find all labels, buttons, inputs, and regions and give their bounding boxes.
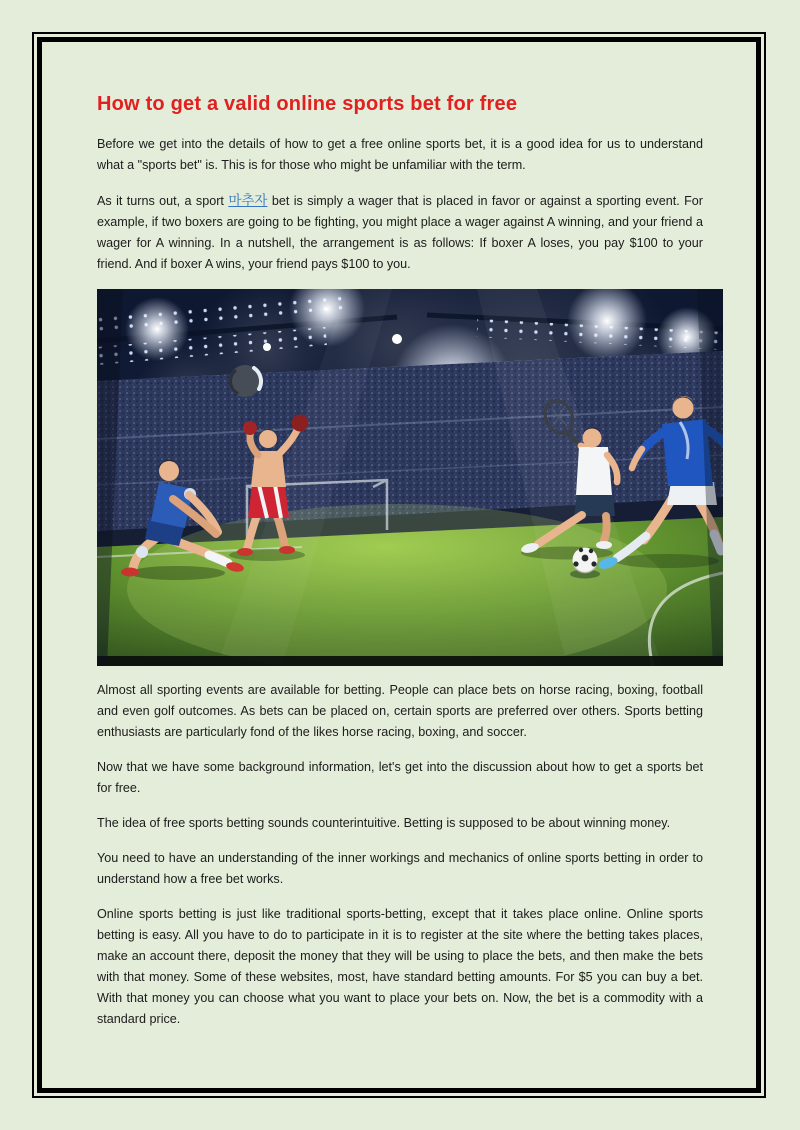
- paragraph-background: Now that we have some background information, let's get into the discussion about how to get a sports bet for free.: [97, 760, 703, 795]
- page-border-outer: [32, 32, 766, 1098]
- paragraph-definition-lead: As it turns out, a sport: [97, 194, 229, 208]
- paragraph-definition-rest: bet is simply a wager that is placed in favor or against a sporting event. For example, if two boxers are going to be fighting, you might place a wager against A winning, and your friend a wager for A winning. In a nutshell, the arrangement is as follows: If boxer A loses, you pay $100 to your friend. And if boxer A wins, your friend pays $100 to you.: [97, 194, 703, 271]
- volleyball: [229, 365, 261, 397]
- document-page: [42, 42, 756, 1088]
- article-image: [97, 289, 723, 666]
- paragraph-understanding: You need to have an understanding of the inner workings and mechanics of online sports betting in order to understand how a free bet works.: [97, 851, 703, 886]
- paragraph-online-betting: Online sports betting is just like traditional sports-betting, except that it takes place online. Online sports betting is easy. All you have to do to participate in it is to register at the site where the betting takes places, make an account there, deposit the money that they will be using to place the bets, and then make the bets with that money. Some of these websites, most, have standard betting amounts. For $5 you can buy a bet. With that money you can choose what you want to place your bets on. Now, the bet is a commodity with a standard price.: [97, 907, 703, 1026]
- sports-link[interactable]: 마추자: [228, 193, 268, 208]
- paragraph-events: Almost all sporting events are available for betting. People can place bets on horse racing, boxing, football and even golf outcomes. As bets can be placed on, certain sports are preferred over others. Sports betting enthusiasts are particularly fond of the likes horse racing, boxing, and soccer.: [97, 683, 703, 739]
- page-border-inner: [37, 37, 761, 1093]
- paragraph-intro: Before we get into the details of how to get a free online sports bet, it is a good idea for us to understand what a "sports bet" is. This is for those who might be unfamiliar with the term.: [97, 137, 703, 172]
- paragraph-counterintuitive: The idea of free sports betting sounds counterintuitive. Betting is supposed to be about winning money.: [97, 816, 671, 830]
- page-title: How to get a valid online sports bet for free: [97, 93, 518, 115]
- paragraph-definition: [97, 190, 703, 275]
